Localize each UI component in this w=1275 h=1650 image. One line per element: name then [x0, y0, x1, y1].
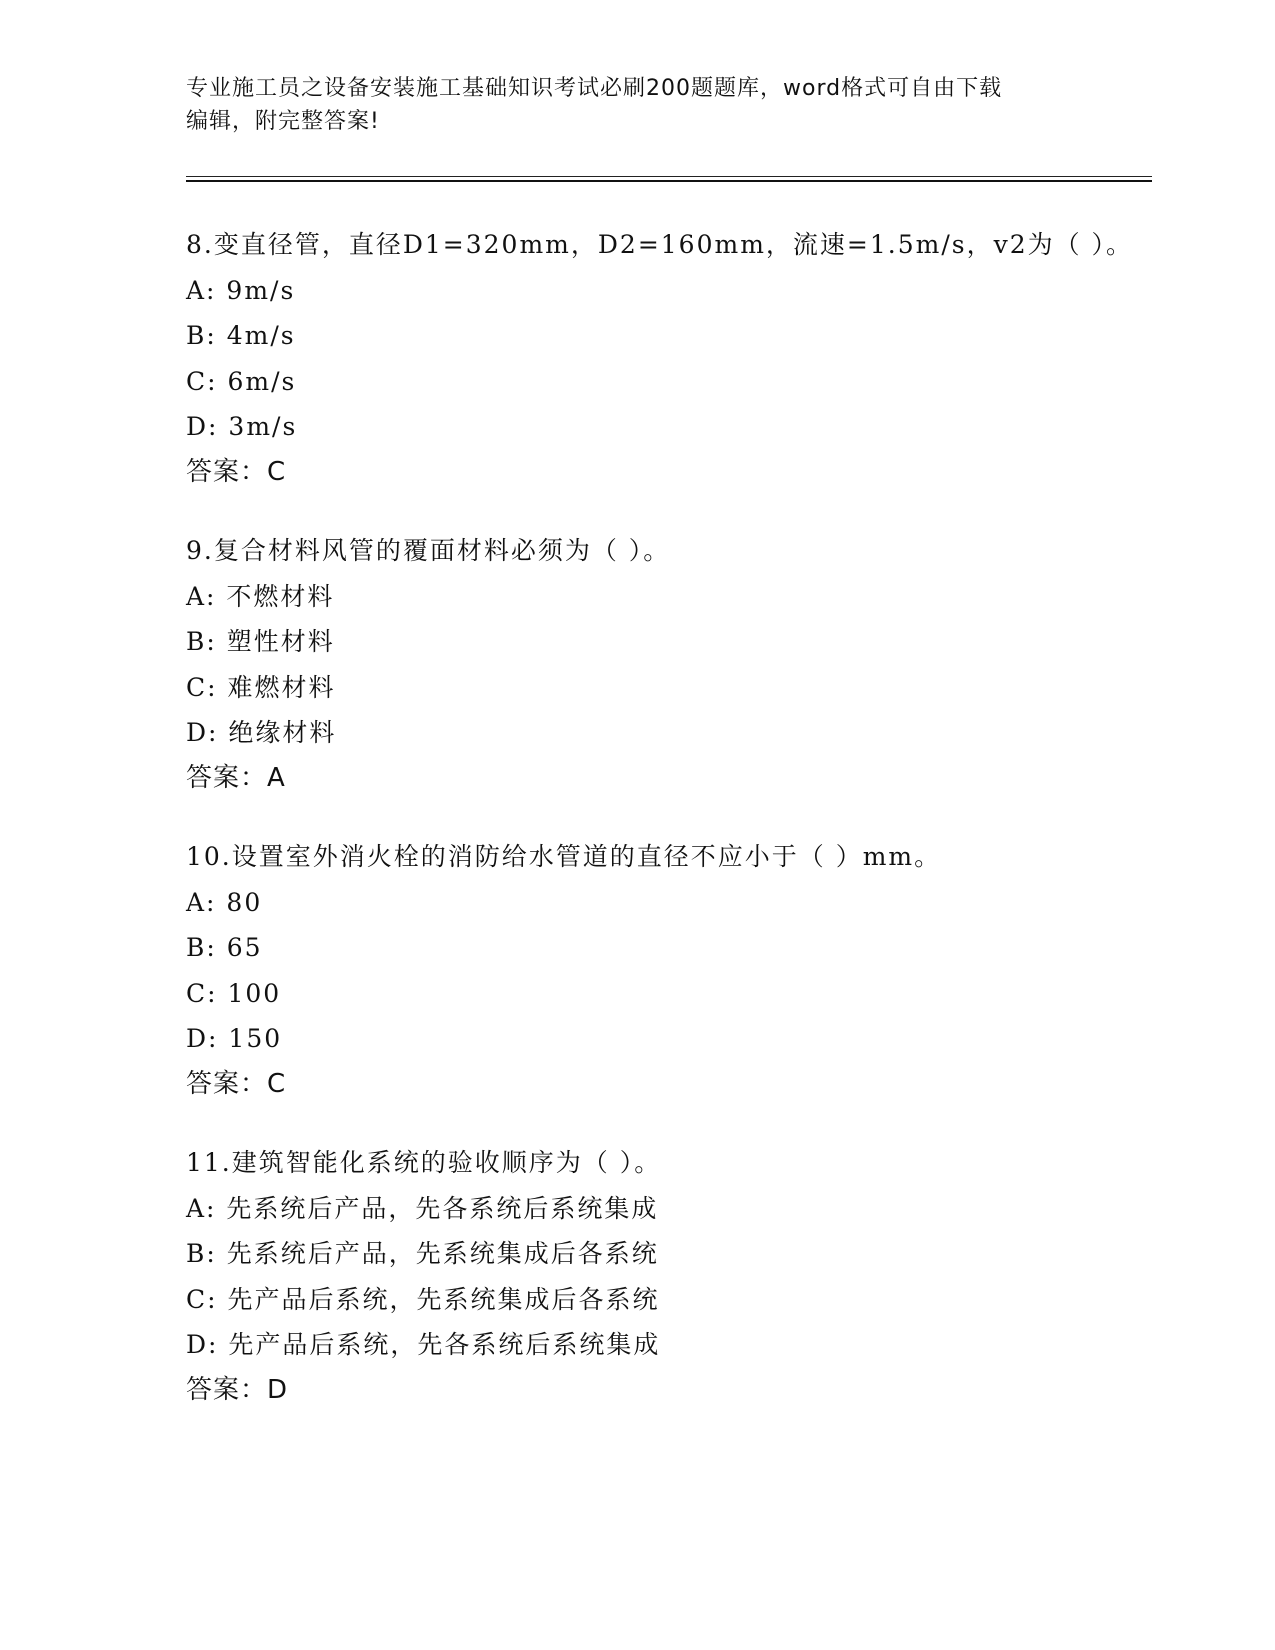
header-line-2: 编辑，附完整答案!: [186, 109, 380, 134]
option-d: D: 绝缘材料: [186, 718, 337, 747]
answer-value: C: [267, 1068, 287, 1099]
answer-label: 答案：: [186, 762, 268, 793]
question-stem: 11.建筑智能化系统的验收顺序为（ ）。: [186, 1148, 662, 1177]
answer-label: 答案：: [186, 1068, 268, 1099]
answer-line: [186, 756, 1136, 801]
option-d: D: 150: [186, 1024, 283, 1053]
answer-value: D: [267, 1374, 289, 1405]
question-11: [186, 1140, 1136, 1413]
answer-label: 答案：: [186, 456, 268, 487]
option-c: C: 难燃材料: [186, 672, 336, 702]
option-c: C: 100: [186, 978, 282, 1008]
option-b: B: 塑性材料: [186, 627, 335, 656]
option-c: C: 6m/s: [186, 366, 297, 396]
question-10: [186, 834, 1136, 1107]
header-divider-thick: [186, 180, 1152, 182]
answer-label: 答案：: [186, 1374, 268, 1405]
header-line-1: 专业施工员之设备安装施工基础知识考试必刷200题题库，word格式可自由下载: [186, 76, 1003, 101]
question-9: [186, 528, 1136, 801]
answer-line: [186, 450, 1136, 495]
answer-line: [186, 1062, 1136, 1107]
option-d: D: 3m/s: [186, 412, 298, 441]
question-8: [186, 222, 1136, 495]
option-b: B: 4m/s: [186, 321, 296, 350]
option-a: A: 9m/s: [186, 275, 296, 305]
answer-line: [186, 1368, 1136, 1413]
option-a: A: 不燃材料: [186, 581, 335, 611]
question-stem: 10.设置室外消火栓的消防给水管道的直径不应小于（ ）mm。: [186, 842, 942, 871]
header-divider-thin: [186, 176, 1152, 177]
answer-value: A: [267, 762, 286, 793]
question-stem: 9.复合材料风管的覆面材料必须为（ ）。: [186, 536, 671, 565]
option-b: B: 65: [186, 933, 263, 962]
document-header: [186, 72, 1086, 138]
question-stem: 8.变直径管，直径D1=320mm，D2=160mm，流速=1.5m/s，v2为（ ）。: [186, 230, 1134, 259]
option-b: B: 先系统后产品，先系统集成后各系统: [186, 1239, 659, 1268]
option-a: A: 80: [186, 887, 263, 917]
answer-value: C: [267, 456, 287, 487]
option-a: A: 先系统后产品，先各系统后系统集成: [186, 1193, 659, 1223]
option-c: C: 先产品后系统，先系统集成后各系统: [186, 1284, 660, 1314]
option-d: D: 先产品后系统，先各系统后系统集成: [186, 1330, 661, 1359]
